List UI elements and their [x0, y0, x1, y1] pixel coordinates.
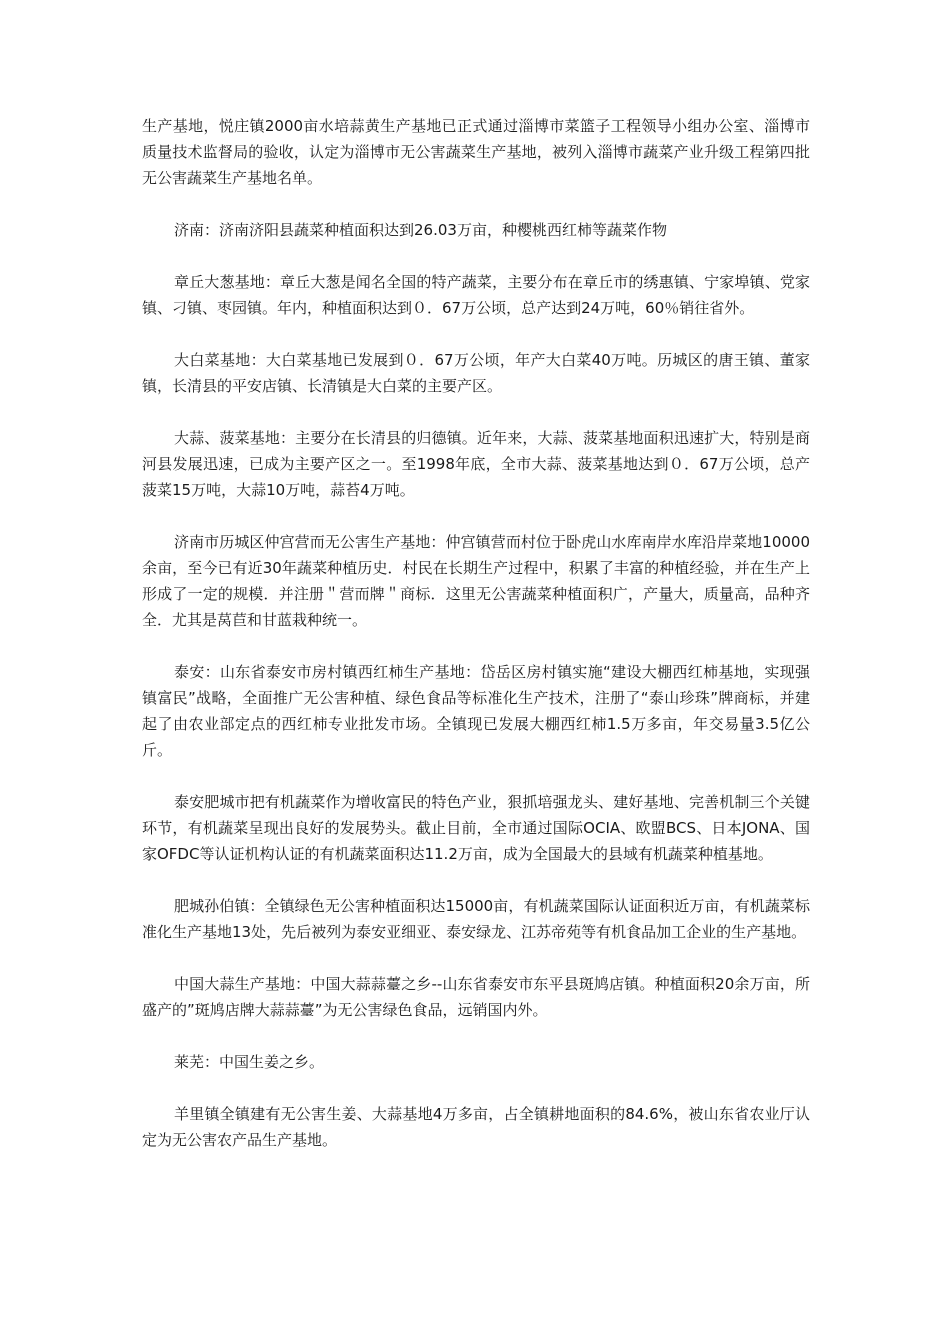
paragraph-laiwu-ginger: 莱芜：中国生姜之乡。 — [174, 1053, 325, 1071]
paragraph-feicheng-organic: 泰安肥城市把有机蔬菜作为增收富民的特色产业，狠抓培强龙头、建好基地、完善机制三个关键环节，有机蔬菜呈现出良好的发展势头。截止目前，全市通过国际OCIA、欧盟BCS、日本JONA、国家OFDC等认证机构认证的有机蔬菜面积达11.2万亩，成为全国最大的县域有机蔬菜种植基地。 — [142, 793, 810, 863]
paragraph-yangli-town: 羊里镇全镇建有无公害生姜、大蒜基地4万多亩，占全镇耕地面积的84.6%，被山东省农业厅认定为无公害农产品生产基地。 — [142, 1105, 810, 1149]
paragraph-chinese-cabbage: 大白菜基地：大白菜基地已发展到０．67万公顷，年产大白菜40万吨。历城区的唐王镇、董家镇，长清县的平安店镇、长清镇是大白菜的主要产区。 — [142, 351, 810, 395]
paragraph-garlic-base: 中国大蒜生产基地：中国大蒜蒜薹之乡--山东省泰安市东平县斑鸠店镇。种植面积20余万亩，所盛产的”斑鸠店牌大蒜蒜薹”为无公害绿色食品，远销国内外。 — [142, 975, 810, 1019]
paragraph-zibo-bases: 生产基地，悦庄镇2000亩水培蒜黄生产基地已正式通过淄博市菜篮子工程领导小组办公室、淄博市质量技术监督局的验收，认定为淄博市无公害蔬菜生产基地，被列入淄博市蔬菜产业升级工程第四批无公害蔬菜生产基地名单。 — [142, 117, 810, 187]
paragraph-jinan-jiyang: 济南：济南济阳县蔬菜种植面积达到26.03万亩，种樱桃西红柿等蔬菜作物 — [174, 221, 667, 239]
paragraph-sunbo-town: 肥城孙伯镇：全镇绿色无公害种植面积达15000亩，有机蔬菜国际认证面积近万亩，有机蔬菜标准化生产基地13处，先后被列为泰安亚细亚、泰安绿龙、江苏帝苑等有机食品加工企业的生产基地。 — [142, 897, 810, 941]
paragraph-zhangqiu-scallion: 章丘大葱基地：章丘大葱是闻名全国的特产蔬菜，主要分布在章丘市的绣惠镇、宁家埠镇、党家镇、刁镇、枣园镇。年内，种植面积达到０．67万公顷，总产达到24万吨，60％销往省外。 — [142, 273, 810, 317]
document-body — [142, 113, 810, 1179]
paragraph-taian-tomato: 泰安：山东省泰安市房村镇西红柿生产基地：岱岳区房村镇实施“建设大棚西红柿基地，实现强镇富民”战略，全面推广无公害种植、绿色食品等标准化生产技术，注册了“泰山珍珠”牌商标，并建起了由农业部定点的西红柿专业批发市场。全镇现已发展大棚西红柿1.5万多亩，年交易量3.5亿公斤。 — [142, 663, 810, 759]
paragraph-garlic-spinach: 大蒜、菠菜基地：主要分在长清县的归德镇。近年来，大蒜、菠菜基地面积迅速扩大，特别是商河县发展迅速，已成为主要产区之一。至1998年底，全市大蒜、菠菜基地达到０．67万公顷，总产菠菜15万吨，大蒜10万吨，蒜苔4万吨。 — [142, 429, 810, 499]
paragraph-licheng-zhonggong: 济南市历城区仲宫营而无公害生产基地：仲宫镇营而村位于卧虎山水库南岸水库沿岸菜地10000余亩，至今已有近30年蔬菜种植历史．村民在长期生产过程中，积累了丰富的种植经验，并在生产上形成了一定的规模．并注册＂营而牌＂商标．这里无公害蔬菜种植面积广，产量大，质量高，品种齐全．尤其是莴苣和甘蓝栽种统一。 — [142, 533, 810, 629]
